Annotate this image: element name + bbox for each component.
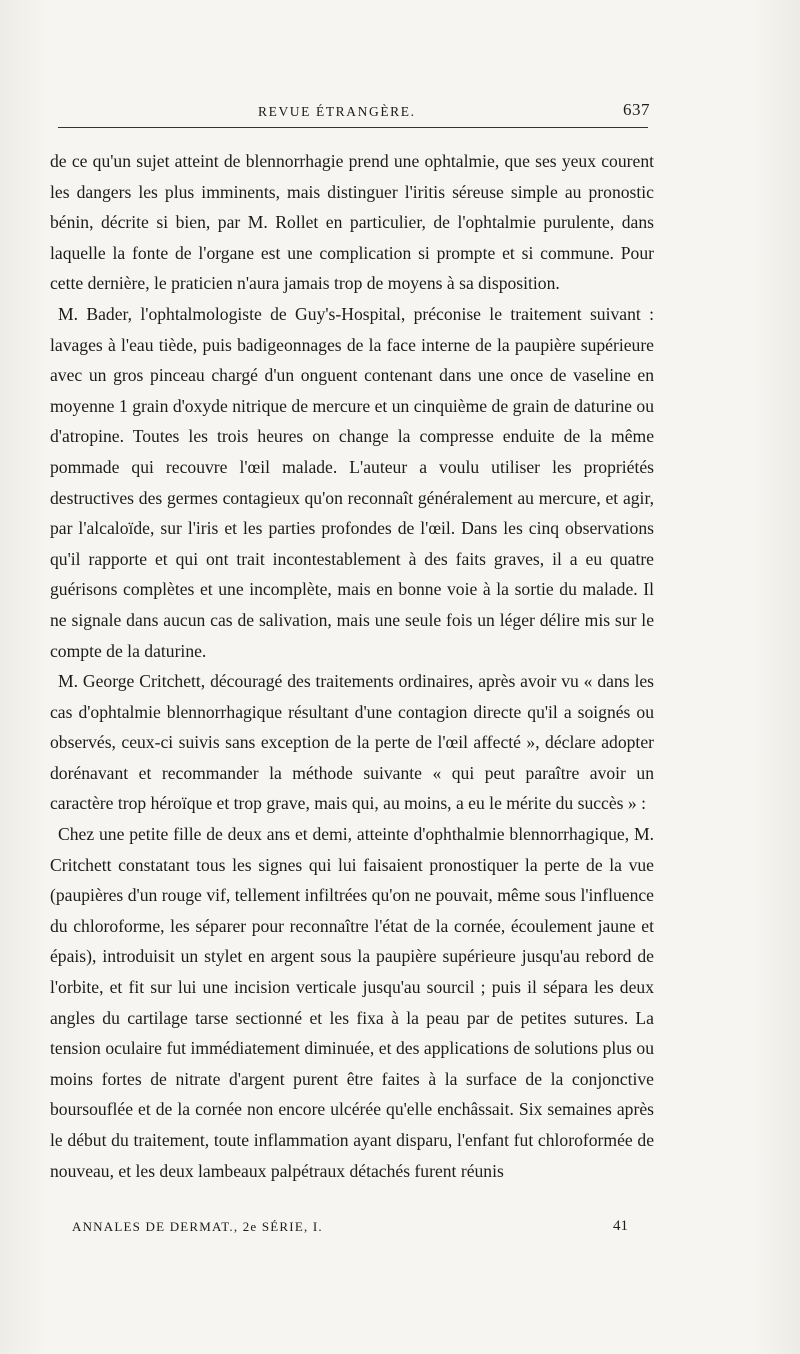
page-header bbox=[58, 100, 650, 124]
page-footer bbox=[72, 1219, 628, 1241]
paragraph-continuation: de ce qu'un sujet atteint de blennorrhagie prend une ophtalmie, que ses yeux courent les dangers les plus imminents, mais distinguer l'iritis séreuse simple au pronostic bénin, décrite si bien, par M. Rollet en particulier, de l'ophtalmie purulente, dans laquelle la fonte de l'organe est une complication si prompte et si commune. Pour cette dernière, le praticien n'aura jamais trop de moyens à sa disposition. bbox=[50, 151, 654, 294]
paragraph-critchett: M. George Critchett, découragé des traitements ordinaires, après avoir vu « dans les cas d'ophtalmie blennorrhagique résultant d'une contagion directe qu'il a soignés ou observés, ceux-ci suivis sans exception de la perte de l'œil affecté », déclare adopter dorénavant et recommander la méthode suivante « qui peut paraître avoir un caractère trop héroïque et trop grave, mais qui, au moins, a eu le mérite du succès » : bbox=[50, 671, 654, 814]
page-number: 637 bbox=[623, 100, 650, 119]
running-head: REVUE ÉTRANGÈRE. bbox=[258, 104, 416, 119]
signature-line: ANNALES DE DERMAT., 2e SÉRIE, I. bbox=[72, 1219, 323, 1234]
body-text bbox=[50, 146, 654, 1186]
sheet-number: 41 bbox=[613, 1218, 628, 1234]
paragraph-case: Chez une petite fille de deux ans et demi, atteinte d'ophthalmie blennorrhagique, M. Critchett constatant tous les signes qui lui faisaient pronostiquer la perte de la vue (paupières d'un rouge vif, tellement infiltrées qu'on ne pouvait, même sous l'influence du chloroforme, les séparer pour reconnaître l'état de la cornée, écoulement jaune et épais), introduisit un stylet en argent sous la paupière supérieure jusqu'au rebord de l'orbite, et fit sur lui une incision verticale jusqu'au sourcil ; puis il sépara les deux angles du cartilage tarse sectionné et les fixa à la peau par de petites sutures. La tension oculaire fut immédiatement diminuée, et des applications de solutions plus ou moins fortes de nitrate d'argent purent être faites à la surface de la conjonctive boursouflée et de la cornée non encore ulcérée qu'elle enchâssait. Six semaines après le début du traitement, toute inflammation ayant disparu, l'enfant fut chloroformée de nouveau, et les deux lambeaux palpétraux détachés furent réunis bbox=[50, 824, 654, 1181]
header-rule bbox=[58, 127, 648, 128]
paragraph-bader: M. Bader, l'ophtalmologiste de Guy's-Hospital, préconise le traitement suivant : lavages à l'eau tiède, puis badigeonnages de la face interne de la paupière supérieure avec un gros pinceau chargé d'un onguent contenant dans une once de vaseline en moyenne 1 grain d'oxyde nitrique de mercure et un cinquième de grain de daturine ou d'atropine. Toutes les trois heures on change la compresse enduite de la même pommade qui recouvre l'œil malade. L'auteur a voulu utiliser les propriétés destructives des germes contagieux qu'on reconnaît généralement au mercure, et agir, par l'alcaloïde, sur l'iris et les parties profondes de l'œil. Dans les cinq observations qu'il rapporte et qui ont trait incontestablement à des faits graves, il a eu quatre guérisons complètes et une incomplète, mais en bonne voie à la sortie du malade. Il ne signale dans aucun cas de salivation, mais une seule fois un léger délire mis sur le compte de la daturine. bbox=[50, 303, 654, 661]
